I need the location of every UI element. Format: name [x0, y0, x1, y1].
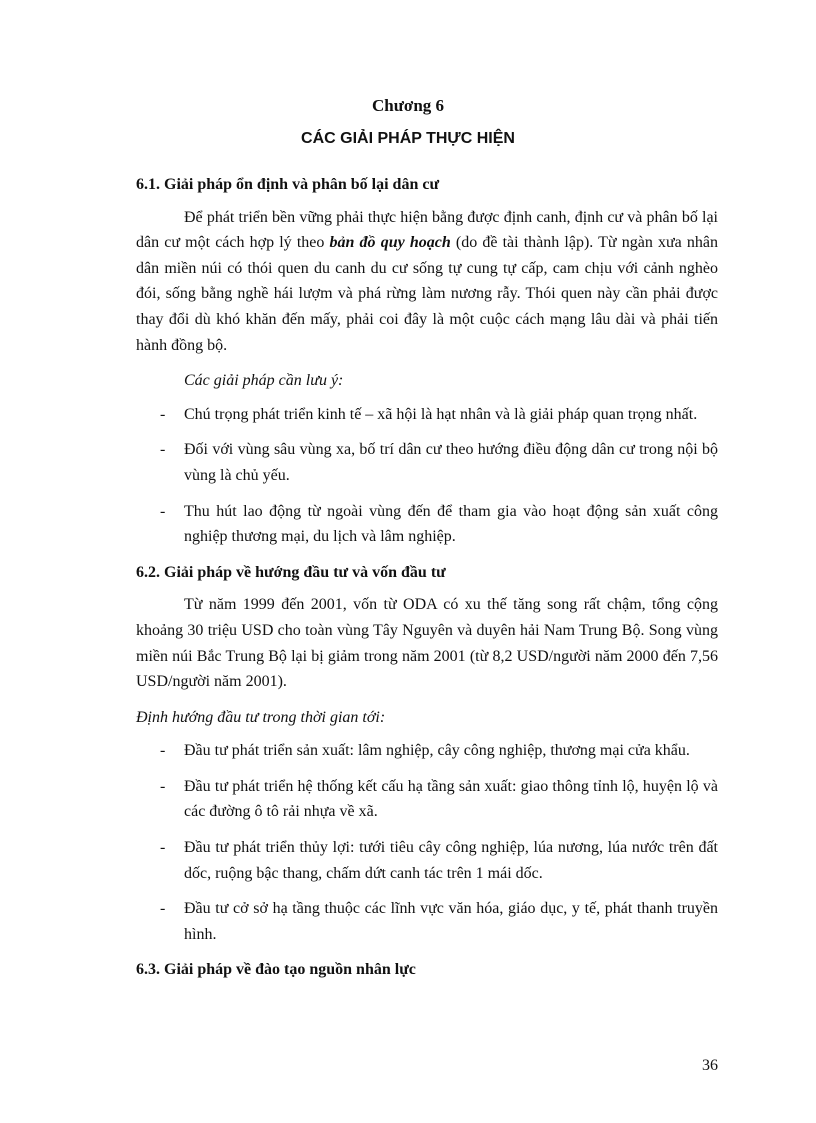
paragraph-6-1	[136, 205, 718, 359]
bullet-list-6-2	[136, 738, 718, 947]
paragraph-6-1-part-a: Để phát triển bền vững phải thực hiện bằng được định canh, định cư và phân bố lại dân cư một cách hợp lý theo	[136, 208, 718, 252]
list-item: - Đầu tư phát triển hệ thống kết cấu hạ tầng sản xuất: giao thông tỉnh lộ, huyện lộ và các đường ô tô rải nhựa về xã.	[136, 774, 718, 825]
section-heading-6-2: 6.2. Giải pháp về hướng đầu tư và vốn đầu tư	[136, 563, 446, 581]
list-item: - Đầu tư cở sở hạ tầng thuộc các lĩnh vực văn hóa, giáo dục, y tế, phát thanh truyền hình.	[136, 896, 718, 947]
paragraph-6-2: Từ năm 1999 đến 2001, vốn từ ODA có xu thế tăng song rất chậm, tổng cộng khoảng 30 triệu USD cho toàn vùng Tây Nguyên và duyên hải Nam Trung Bộ. Song vùng miền núi Bắc Trung Bộ lại bị giảm trong năm 2001 (từ 8,2 USD/người năm 2000 đến 7,56 USD/người năm 2001).	[136, 596, 718, 691]
chapter-number: Chương 6	[371, 96, 445, 115]
section-heading-6-3: 6.3. Giải pháp về đào tạo nguồn nhân lực	[136, 961, 416, 979]
list-item: - Đầu tư phát triển thủy lợi: tưới tiêu cây công nghiệp, lúa nương, lúa nước trên đất dốc, ruộng bậc thang, chấm dứt canh tác trên 1 mái dốc.	[136, 835, 718, 886]
list-item: - Thu hút lao động từ ngoài vùng đến để tham gia vào hoạt động sản xuất công nghiệp thương mại, du lịch và lâm nghiệp.	[136, 499, 718, 550]
section-heading-6-1: 6.1. Giải pháp ổn định và phân bố lại dân cư	[136, 176, 440, 193]
paragraph-6-1-emphasis: bản đồ quy hoạch	[329, 234, 451, 252]
list-label-6-1: Các giải pháp cần lưu ý:	[184, 372, 344, 390]
bullet-list-6-1	[136, 402, 718, 550]
list-label-6-2: Định hướng đầu tư trong thời gian tới:	[136, 708, 386, 726]
body-text	[136, 172, 718, 990]
list-item: - Đối với vùng sâu vùng xa, bố trí dân cư theo hướng điều động dân cư trong nội bộ vùng là chủ yếu.	[136, 437, 718, 488]
list-item: - Đầu tư phát triển sản xuất: lâm nghiệp, cây công nghiệp, thương mại cửa khẩu.	[136, 738, 718, 764]
chapter-title: CÁC GIẢI PHÁP THỰC HIỆN	[301, 130, 515, 147]
list-item: - Chú trọng phát triển kinh tế – xã hội là hạt nhân và là giải pháp quan trọng nhất.	[136, 402, 718, 428]
page-number: 36	[702, 1057, 718, 1074]
paragraph-6-1-part-c: (do đề tài thành lập). Từ ngàn xưa nhân dân miền núi có thói quen du canh du cư sống tự cung tự cấp, cam chịu với cảnh nghèo đói, sống bằng nghề hái lượm và phá rừng làm nương rẫy. Thói quen này cần phải được thay đổi dù khó khăn đến mấy, phải coi đây là một cuộc cách mạng lâu dài và phải tiến hành đồng bộ.	[136, 234, 718, 354]
